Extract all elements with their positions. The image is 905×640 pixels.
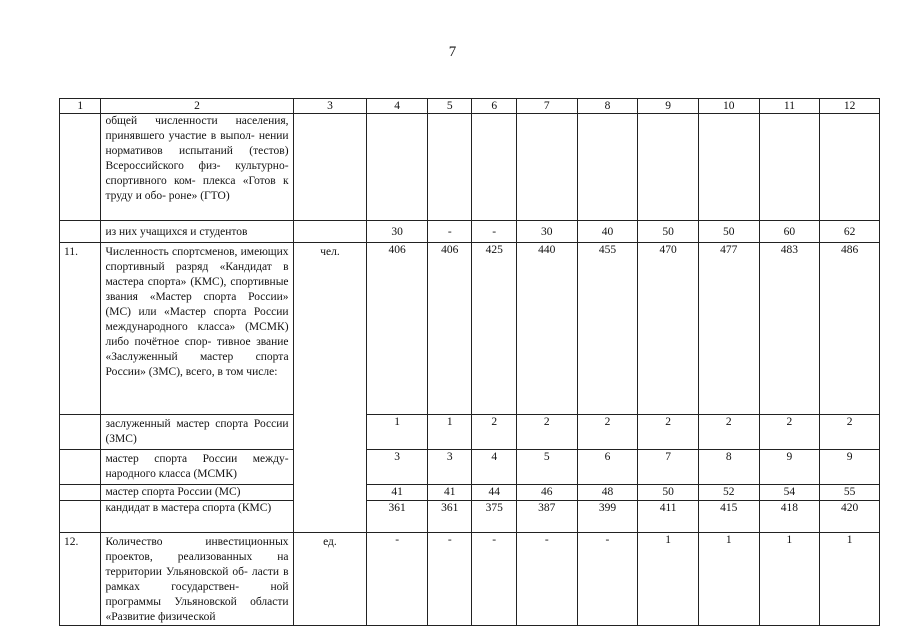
value-cell: 48 <box>577 485 638 501</box>
value-cell: 9 <box>820 450 880 485</box>
table-row-zms <box>60 415 880 450</box>
value-cell: 50 <box>638 485 699 501</box>
table-row-12 <box>60 533 880 626</box>
row-number-cell <box>60 114 101 221</box>
value-cell: 415 <box>698 501 759 533</box>
row-number: 11. <box>60 243 101 415</box>
indicator-description: общей численности населения, принявшего участие в выпол- нении нормативов испытаний (тестов) Всероссийского физ- культурно-спортивного ком- плекса «Готов к труду и обо- роне» (ГТО) <box>101 114 293 221</box>
page-number: 7 <box>448 44 457 60</box>
value-cell: 1 <box>638 533 699 626</box>
value-cell: 361 <box>428 501 472 533</box>
column-number: 9 <box>638 99 699 114</box>
indicator-description: из них учащихся и студентов <box>101 221 293 243</box>
value-cell: 2 <box>820 415 880 450</box>
indicator-description: заслуженный мастер спорта России (ЗМС) <box>101 415 293 450</box>
value-cell: 420 <box>820 501 880 533</box>
value-cell: - <box>516 533 577 626</box>
unit-cell: чел. <box>293 243 367 533</box>
indicator-description: Количество инвестиционных проектов, реализованных на территории Ульяновской об- ласти в рамках государствен- ной программы Ульяновской области «Развитие физической <box>101 533 293 626</box>
value-cell: 2 <box>577 415 638 450</box>
value-cell: 9 <box>759 450 820 485</box>
column-number: 10 <box>698 99 759 114</box>
value-cell: - <box>367 533 428 626</box>
value-cell: 55 <box>820 485 880 501</box>
value-cell: 486 <box>820 243 880 415</box>
table-row-msmk <box>60 450 880 485</box>
value-cell: 425 <box>472 243 516 415</box>
value-cell: 477 <box>698 243 759 415</box>
indicator-description: Численность спортсменов, имеющих спортивный разряд «Кандидат в мастера спорта» (КМС), спортивные звания «Мастер спорта России» (МС) или «Мастер спорта России международного класса» (МСМК) либо почётное спор- тивное звание «Заслуженный мастер спорта России» (ЗМС), всего, в том числе: <box>101 243 293 415</box>
column-number: 5 <box>428 99 472 114</box>
column-number-row <box>60 99 880 114</box>
value-cell: 1 <box>367 415 428 450</box>
table-row-continuation <box>60 114 880 221</box>
value-cell: 1 <box>820 533 880 626</box>
indicator-description: мастер спорта России (МС) <box>101 485 293 501</box>
indicators-table <box>59 98 880 626</box>
value-cell: - <box>472 533 516 626</box>
table-row-11 <box>60 243 880 415</box>
value-cell: 387 <box>516 501 577 533</box>
table-row-ms <box>60 485 880 501</box>
value-cell: 40 <box>577 221 638 243</box>
value-cell: 440 <box>516 243 577 415</box>
value-cell: 50 <box>638 221 699 243</box>
column-number: 7 <box>516 99 577 114</box>
table-row-kms <box>60 501 880 533</box>
value-cell: - <box>577 533 638 626</box>
column-number: 8 <box>577 99 638 114</box>
value-cell: 8 <box>698 450 759 485</box>
value-cell: 30 <box>367 221 428 243</box>
value-cell: 50 <box>698 221 759 243</box>
column-number: 11 <box>759 99 820 114</box>
column-number: 4 <box>367 99 428 114</box>
value-cell: 46 <box>516 485 577 501</box>
value-cell: 375 <box>472 501 516 533</box>
value-cell: 455 <box>577 243 638 415</box>
value-cell: 418 <box>759 501 820 533</box>
value-cell: 41 <box>428 485 472 501</box>
value-cell: 4 <box>472 450 516 485</box>
value-cell: - <box>428 533 472 626</box>
table-row-students <box>60 221 880 243</box>
unit-cell: ед. <box>293 533 367 626</box>
value-cell: 406 <box>367 243 428 415</box>
indicator-description: кандидат в мастера спорта (КМС) <box>101 501 293 533</box>
column-number: 6 <box>472 99 516 114</box>
value-cell: 399 <box>577 501 638 533</box>
value-cell: - <box>472 221 516 243</box>
value-cell: 60 <box>759 221 820 243</box>
value-cell: 406 <box>428 243 472 415</box>
value-cell: 361 <box>367 501 428 533</box>
value-cell: 30 <box>516 221 577 243</box>
value-cell: 3 <box>367 450 428 485</box>
value-cell: 7 <box>638 450 699 485</box>
column-number: 12 <box>820 99 880 114</box>
value-cell: 2 <box>472 415 516 450</box>
value-cell: 470 <box>638 243 699 415</box>
value-cell: 3 <box>428 450 472 485</box>
value-cell: 6 <box>577 450 638 485</box>
row-number: 12. <box>60 533 101 626</box>
value-cell: 2 <box>516 415 577 450</box>
column-number: 2 <box>101 99 293 114</box>
value-cell: 2 <box>638 415 699 450</box>
column-number: 1 <box>60 99 101 114</box>
value-cell: 54 <box>759 485 820 501</box>
value-cell: 2 <box>759 415 820 450</box>
value-cell: 41 <box>367 485 428 501</box>
value-cell: 411 <box>638 501 699 533</box>
value-cell: 62 <box>820 221 880 243</box>
value-cell: 2 <box>698 415 759 450</box>
column-number: 3 <box>293 99 367 114</box>
value-cell: 1 <box>428 415 472 450</box>
value-cell: 483 <box>759 243 820 415</box>
value-cell: 1 <box>759 533 820 626</box>
value-cell: 44 <box>472 485 516 501</box>
indicator-description: мастер спорта России между- народного класса (МСМК) <box>101 450 293 485</box>
value-cell: 52 <box>698 485 759 501</box>
value-cell: 5 <box>516 450 577 485</box>
value-cell: 1 <box>698 533 759 626</box>
value-cell: - <box>428 221 472 243</box>
